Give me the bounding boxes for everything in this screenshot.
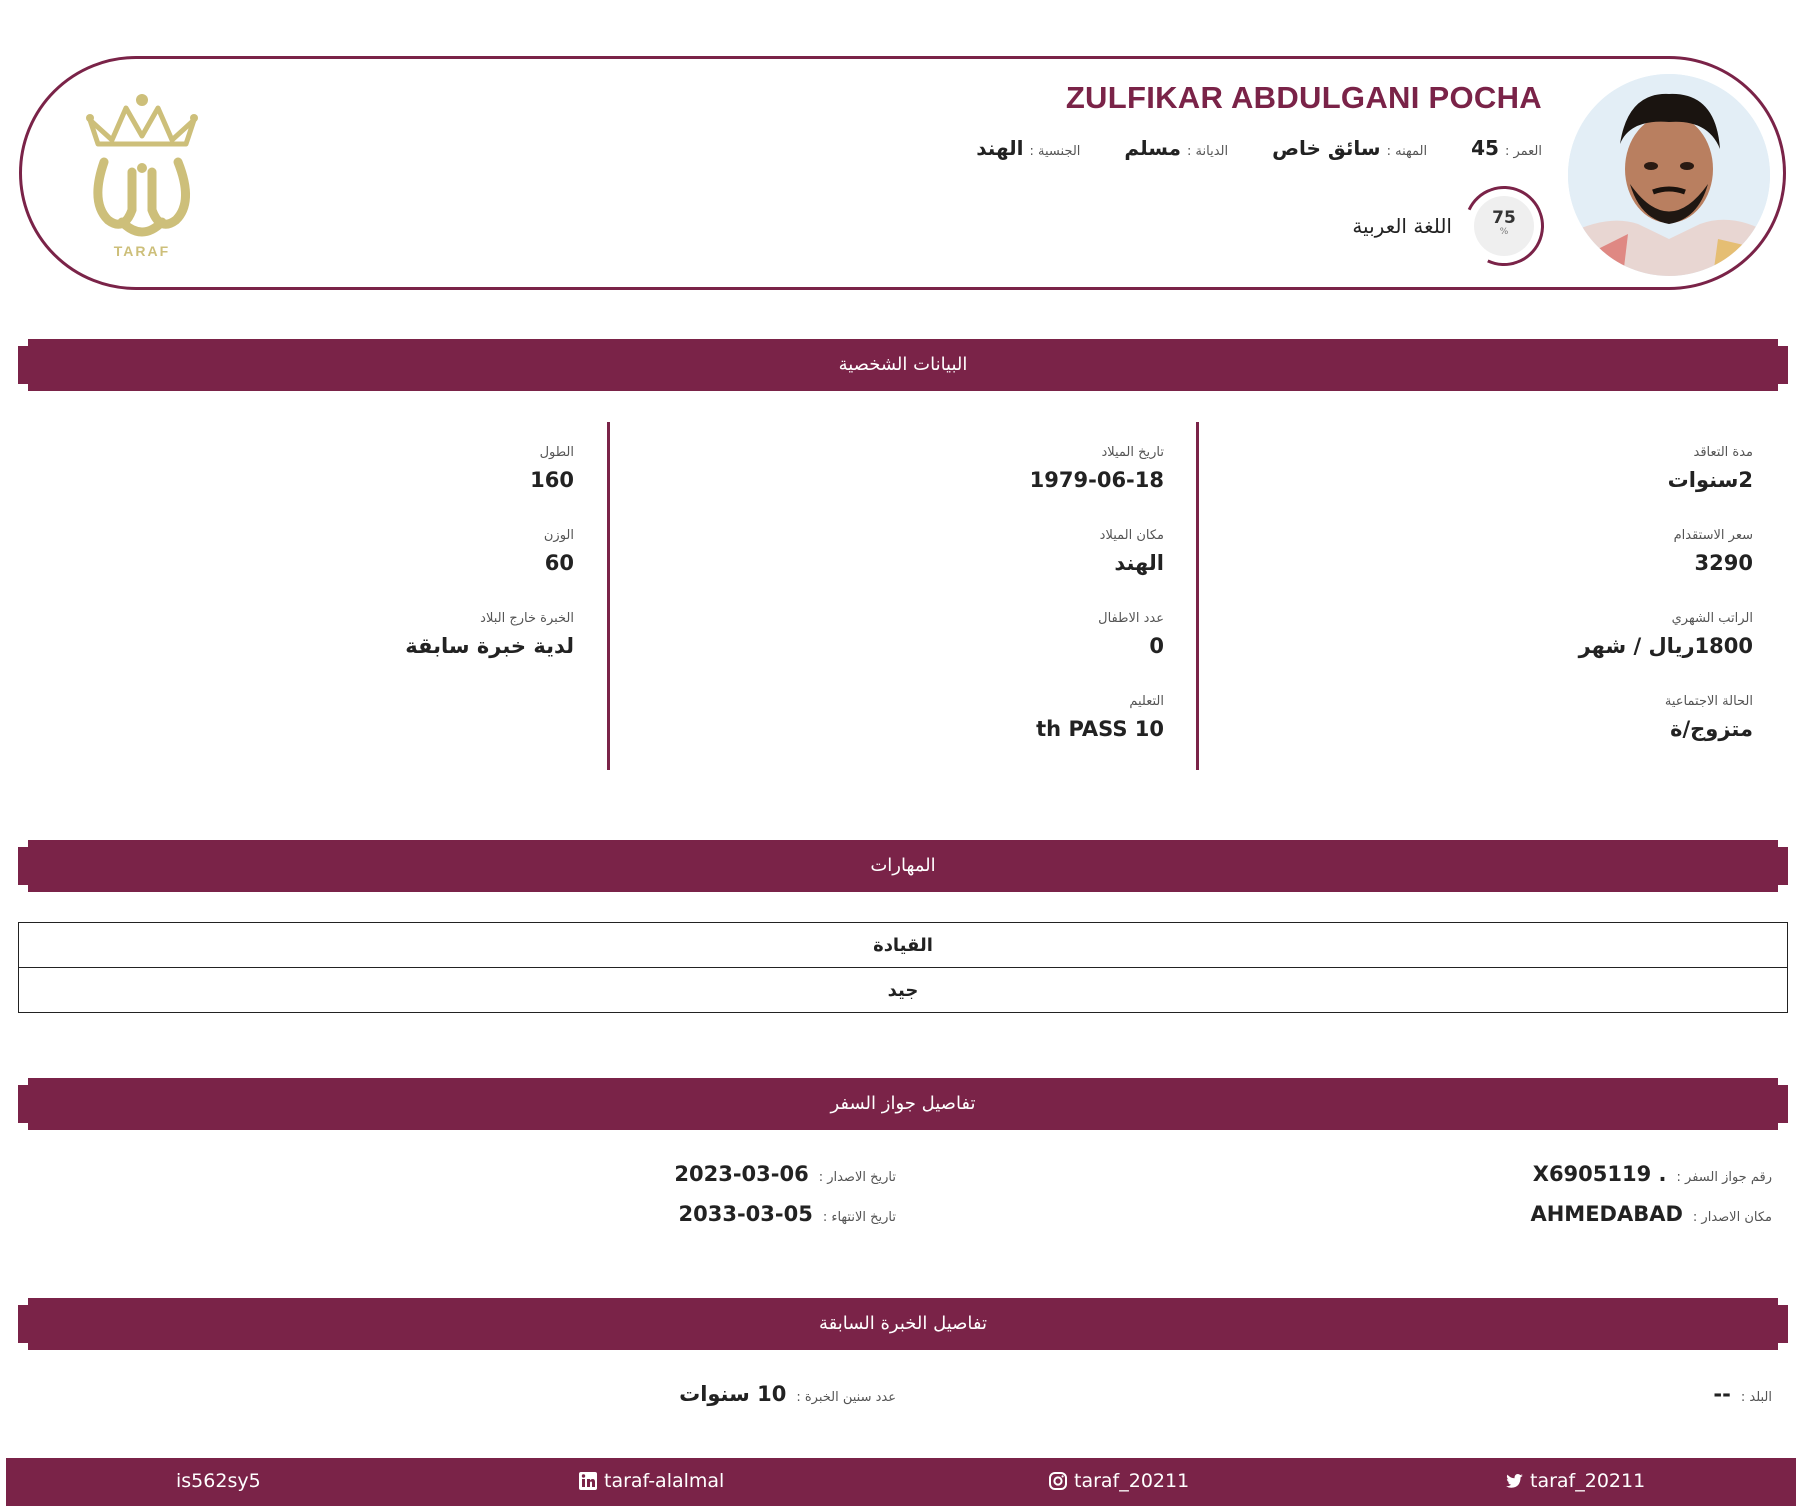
footer-bar [6,1458,1796,1506]
field-label: الوزن [543,528,574,543]
field-value: 3290 [1694,551,1753,575]
language-progress-value [1474,196,1534,256]
field-label: عدد الاطفال [1098,611,1164,626]
field-birth-date [1030,445,1164,492]
religion-item [1124,136,1228,160]
field-label: مكان الميلاد [1099,528,1164,543]
field-value: لدية خبرة سابقة [405,634,574,658]
section-title-experience: تفاصيل الخبرة السابقة [28,1298,1778,1350]
nationality-value: الهند [976,136,1024,160]
issue-date-row [674,1162,896,1186]
passport-number-value: X6905119 . [1532,1162,1667,1186]
field-recruitment-price [1674,528,1753,575]
field-value: متزوج/ة [1670,717,1753,741]
expiry-date-value: 2033-03-05 [678,1202,813,1226]
field-label: الخبرة خارج البلاد [480,611,574,626]
issue-place-row [1530,1202,1772,1226]
country-label: البلد : [1740,1390,1772,1405]
instagram-handle: taraf_20211 [1074,1470,1190,1492]
field-label: مدة التعاقد [1693,445,1753,460]
skills-table [18,922,1788,1013]
field-children [1098,611,1164,658]
twitter-handle: taraf_20211 [1530,1470,1646,1492]
profession-label: المهنه : [1386,144,1428,159]
experience-years-row [679,1382,896,1406]
field-monthly-salary [1579,611,1753,658]
percent-sign: % [1499,227,1509,237]
skill-cell: القيادة [19,923,1788,968]
field-weight [544,528,574,575]
passport-number-row [1533,1162,1772,1186]
field-value: th PASS 10 [1036,717,1164,741]
linkedin-icon [578,1471,598,1491]
age-value: 45 [1471,136,1499,160]
column-divider-left [607,422,610,770]
field-value: 0 [1149,634,1164,658]
linkedin-handle: taraf-alalmal [604,1470,725,1492]
table-row [19,968,1788,1013]
column-divider-right [1196,422,1199,770]
expiry-date-row [679,1202,896,1226]
field-label: تاريخ الميلاد [1101,445,1164,460]
experience-country-row [1713,1382,1772,1406]
issue-date-label: تاريخ الاصدار : [818,1170,896,1185]
religion-label: الديانة : [1187,144,1229,159]
years-label: عدد سنين الخبرة : [796,1390,896,1405]
field-value: الهند [1114,551,1164,575]
passport-number-label: رقم جواز السفر : [1676,1170,1772,1185]
language-percent: 75 [1492,208,1516,228]
footer-instagram-link[interactable] [1048,1470,1189,1492]
profession-item [1272,136,1427,160]
section-title-skills: المهارات [28,840,1778,892]
country-value: -- [1713,1382,1731,1406]
language-label: اللغة العربية [1352,214,1452,238]
field-label: الراتب الشهري [1671,611,1753,626]
logo-text: TARAF [113,243,171,259]
field-label: سعر الاستقدام [1673,528,1753,543]
field-contract-duration [1668,445,1753,492]
twitter-icon [1504,1471,1524,1491]
footer-code [176,1470,261,1492]
field-label: الحالة الاجتماعية [1664,694,1753,709]
field-marital-status [1665,694,1753,741]
age-item [1471,136,1542,160]
table-row [19,923,1788,968]
profile-meta-row [976,136,1542,160]
profession-value: سائق خاص [1272,136,1381,160]
instagram-icon [1048,1471,1068,1491]
field-height [530,445,574,492]
field-value: 160 [530,468,574,492]
taraf-logo [82,92,202,260]
field-value: 60 [544,551,574,575]
nationality-label: الجنسية : [1029,144,1081,159]
religion-value: مسلم [1124,136,1182,160]
issue-place-value: AHMEDABAD [1530,1202,1683,1226]
skill-cell: جيد [19,968,1788,1013]
field-birth-place [1100,528,1164,575]
section-title-personal: البيانات الشخصية [28,339,1778,391]
crown-logo-icon [82,92,202,260]
years-value: 10 سنوات [679,1382,787,1406]
footer-linkedin-link[interactable] [578,1470,724,1492]
expiry-date-label: تاريخ الانتهاء : [822,1210,896,1225]
candidate-name: ZULFIKAR ABDULGANI POCHA [1065,80,1542,115]
issue-date-value: 2023-03-06 [674,1162,809,1186]
field-experience-abroad [405,611,574,658]
field-value: 1979-06-18 [1029,468,1164,492]
field-value: 2سنوات [1667,468,1753,492]
footer-twitter-link[interactable] [1504,1470,1645,1492]
profile-photo [1568,74,1770,276]
age-label: العمر : [1504,144,1542,159]
issue-place-label: مكان الاصدار : [1692,1210,1772,1225]
nationality-item [976,136,1080,160]
field-label: الطول [539,445,574,460]
section-title-passport: تفاصيل جواز السفر [28,1078,1778,1130]
field-education [1036,694,1164,741]
field-label: التعليم [1129,694,1164,709]
field-value: 1800ريال / شهر [1578,634,1753,658]
footer-code-text: is562sy5 [176,1470,261,1492]
